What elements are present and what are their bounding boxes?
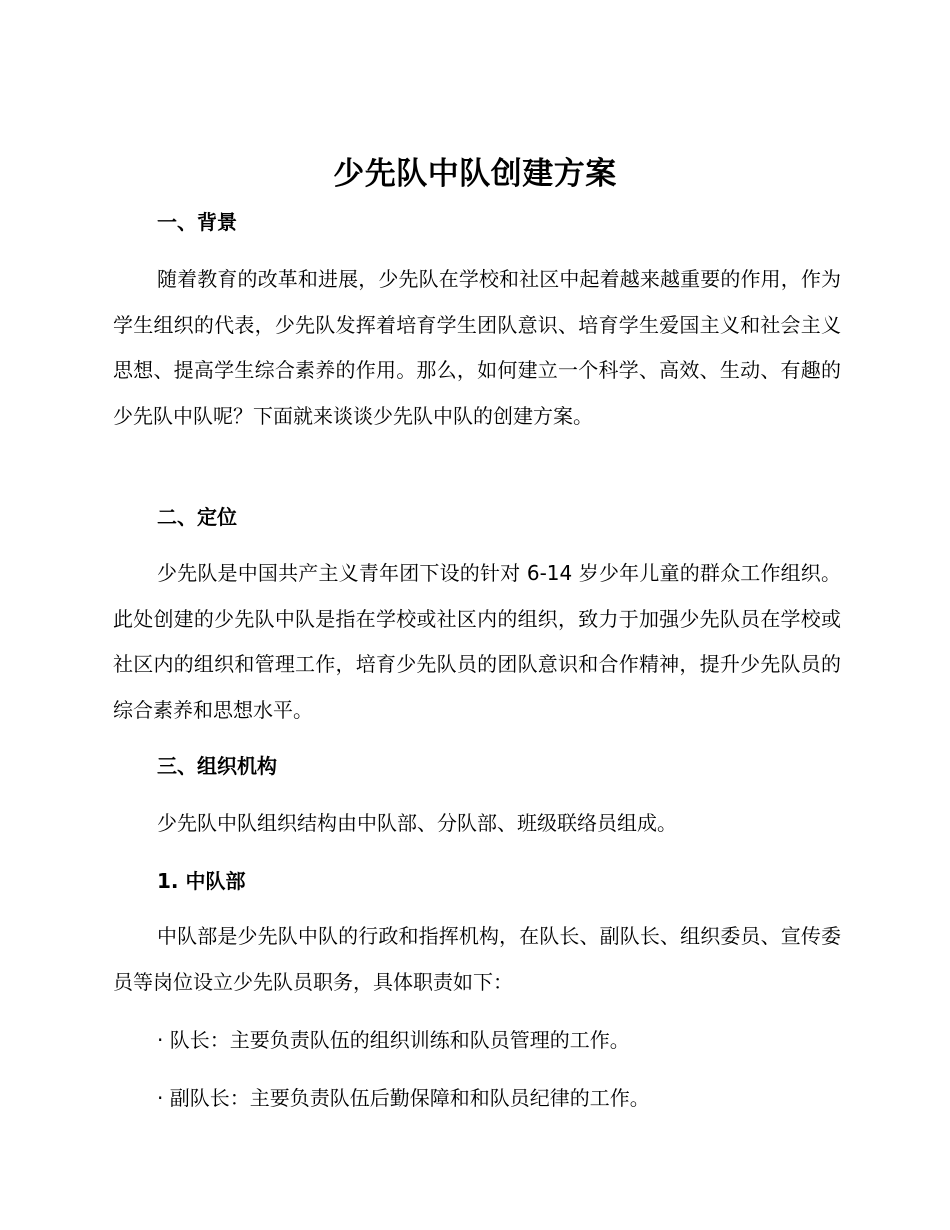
paragraph-organization: 少先队中队组织结构由中队部、分队部、班级联络员组成。: [157, 811, 677, 835]
bullet-vice-captain: · 副队长：主要负责队伍后勤保障和和队员纪律的工作。: [157, 1086, 650, 1110]
bullet-captain: · 队长：主要负责队伍的组织训练和队员管理的工作。: [157, 1028, 630, 1052]
paragraph-background: 随着教育的改革和进展，少先队在学校和社区中起着越来越重要的作用，作为学生组织的代表，少先队发挥着培育学生团队意识、培育学生爱国主义和社会主义思想、提高学生综合素养的作用。那么，如何建立一个科学、高效、生动、有趣的少先队中队呢？下面就来谈谈少先队中队的创建方案。: [113, 267, 841, 428]
section-heading-organization: 三、组织机构: [157, 754, 277, 778]
paragraph-squad-office: 中队部是少先队中队的行政和指挥机构，在队长、副队长、组织委员、宣传委员等岗位设立少先队员职务，具体职责如下：: [113, 924, 841, 994]
section-heading-positioning: 二、定位: [157, 505, 237, 529]
paragraph-positioning: 少先队是中国共产主义青年团下设的针对 6-14 岁少年儿童的群众工作组织。此处创建的少先队中队是指在学校或社区内的组织，致力于加强少先队员在学校或社区内的组织和管理工作，培育少先队员的团队意识和合作精神，提升少先队员的综合素养和思想水平。: [113, 561, 841, 722]
section-heading-background: 一、背景: [157, 210, 237, 234]
subsection-heading-squad-office: 1. 中队部: [157, 869, 246, 893]
document-title: 少先队中队创建方案: [333, 156, 617, 192]
